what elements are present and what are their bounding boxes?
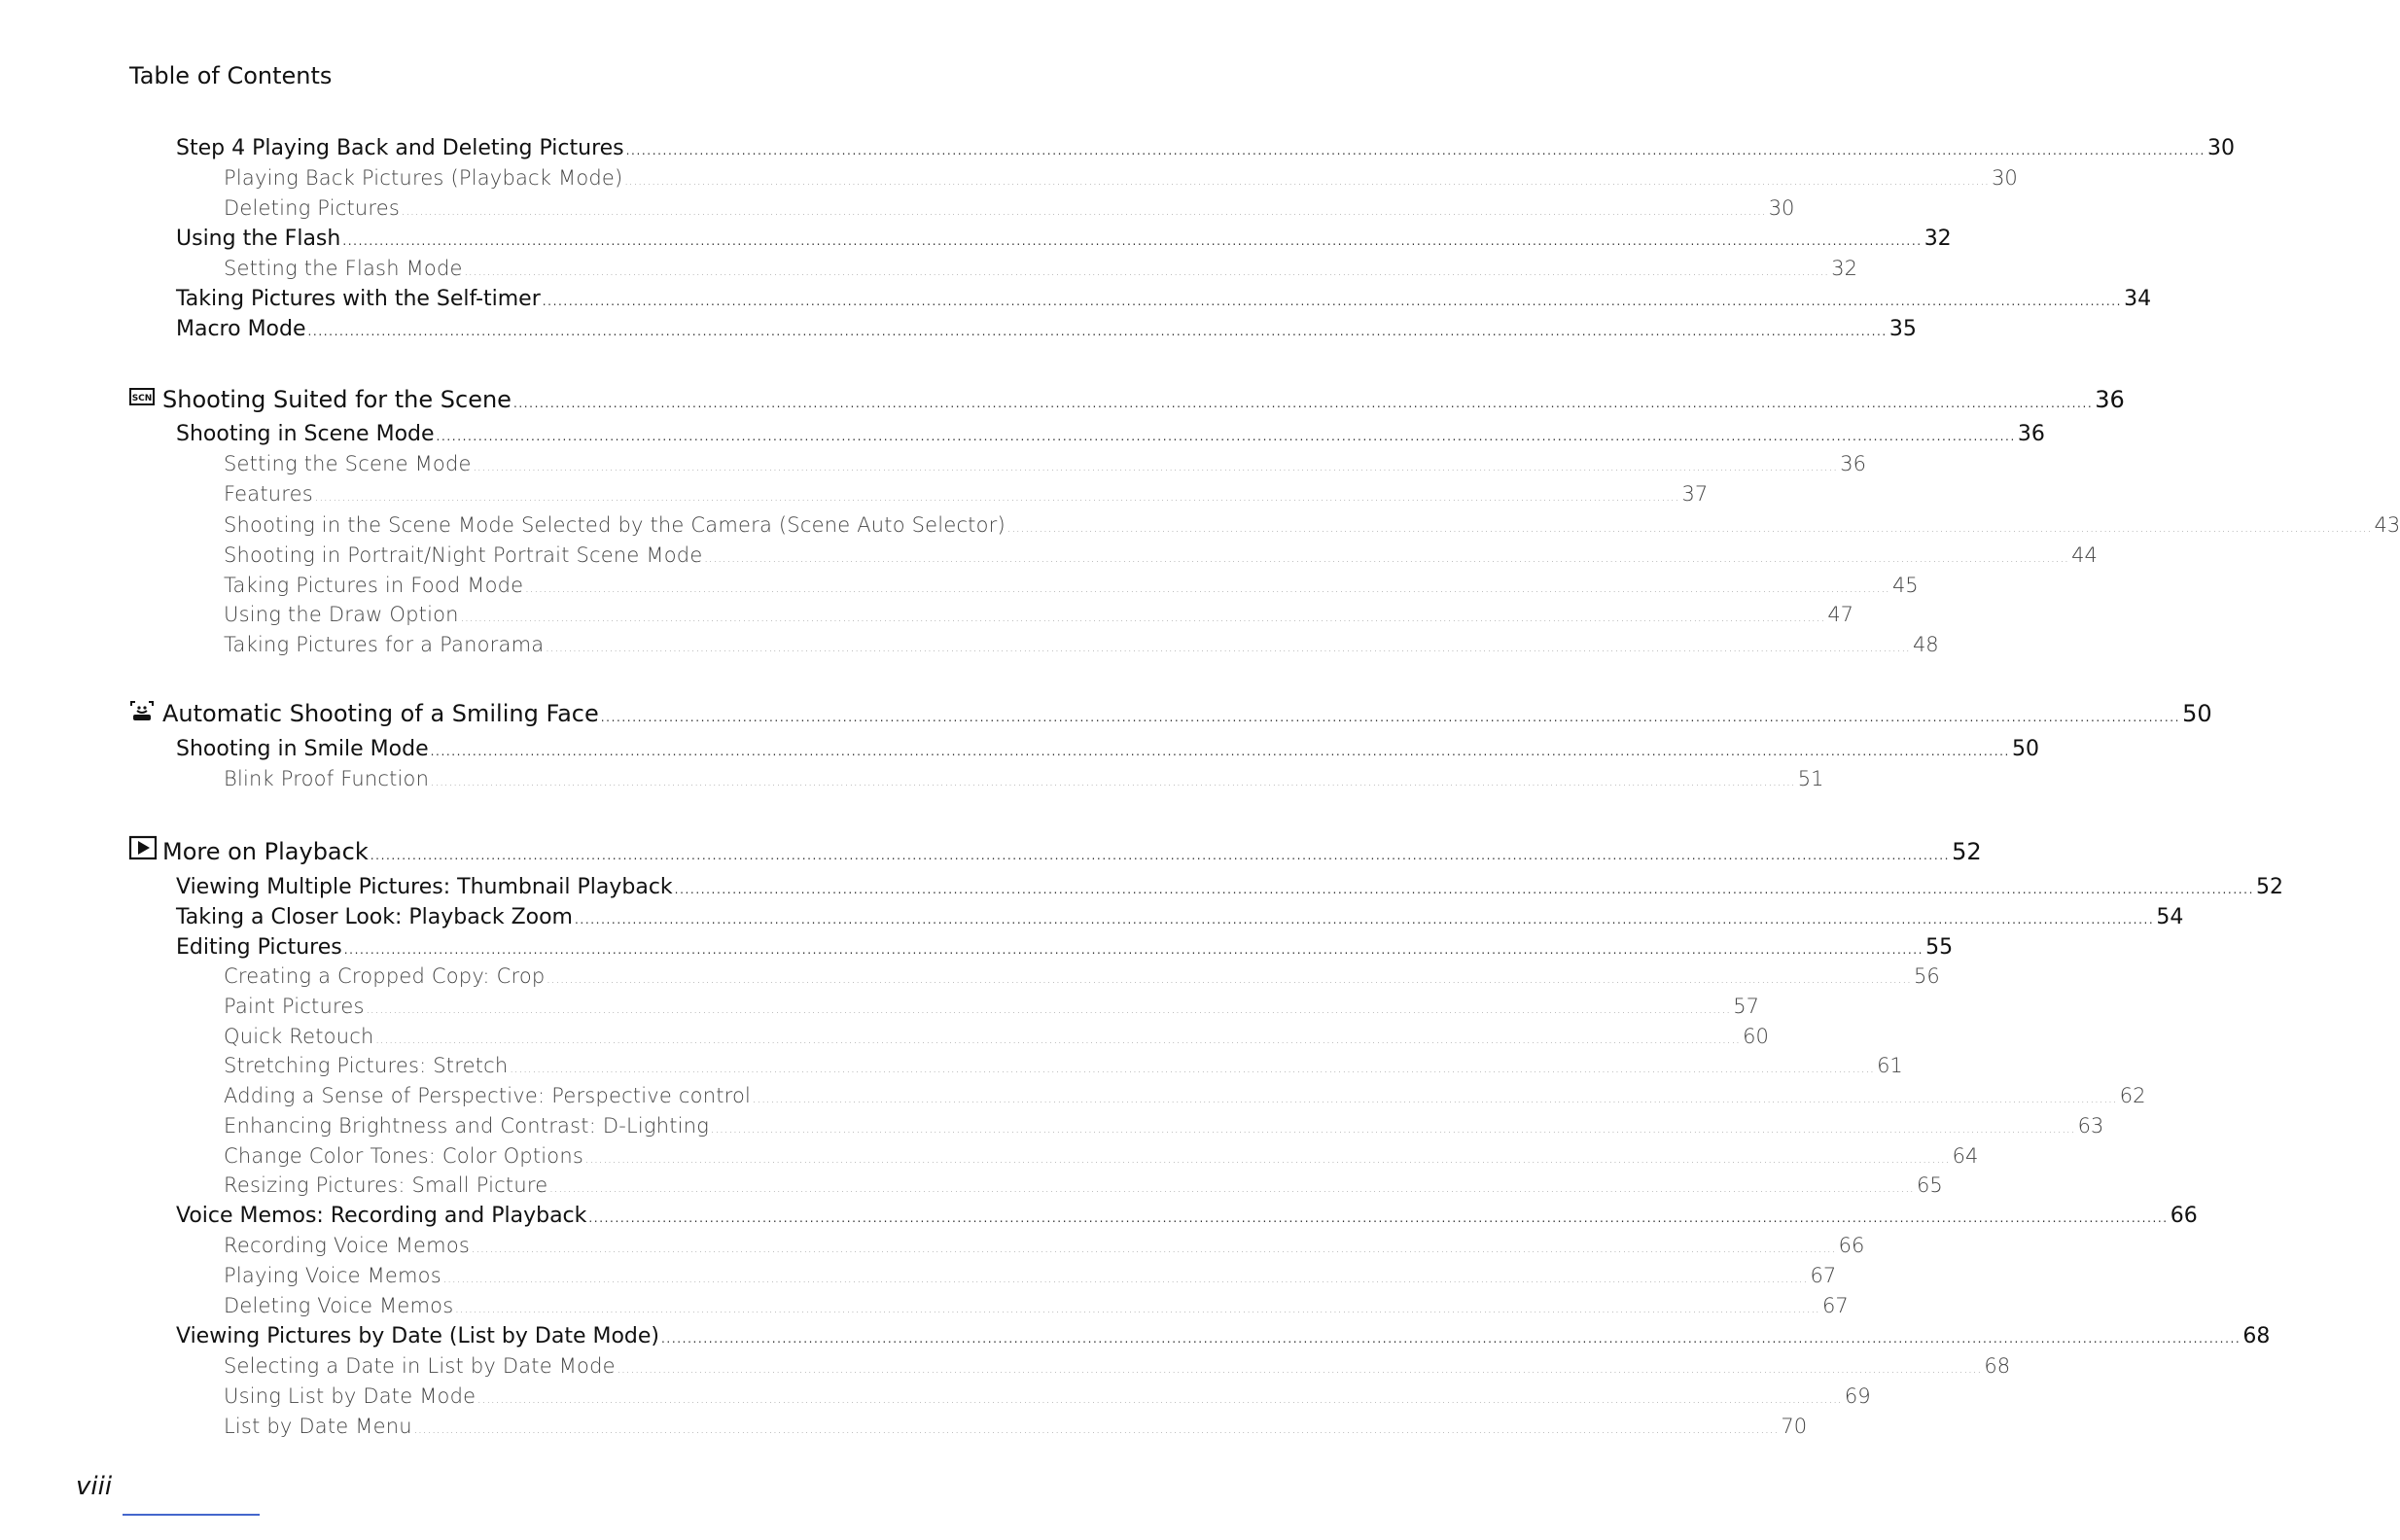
toc-entry[interactable] <box>224 1173 1943 1197</box>
dot-leader: ............................................................................................................................................................................................................................................................................................................ <box>1006 524 2373 535</box>
toc-entry-title: Playing Voice Memos <box>224 1264 441 1287</box>
toc-entry-title: Editing Pictures <box>176 935 342 960</box>
dot-leader: ............................................................................................................................................................................................................................................................................................................ <box>624 177 1991 188</box>
toc-entry-title: Viewing Pictures by Date (List by Date Mode) <box>176 1324 659 1348</box>
toc-entry[interactable] <box>224 1114 2104 1138</box>
dot-leader: ............................................................................................................................................................................................................................................................................................................ <box>442 1275 1809 1285</box>
toc-entry-page: 64 <box>1952 1144 1979 1168</box>
toc-entry-page: 36 <box>2017 422 2045 446</box>
toc-entry-page: 57 <box>1733 995 1759 1018</box>
toc-entry[interactable] <box>224 1234 1865 1257</box>
toc-entry-page: 66 <box>2170 1204 2198 1228</box>
toc-entry[interactable] <box>224 1144 1979 1168</box>
toc-entry-title: Viewing Multiple Pictures: Thumbnail Playback <box>176 875 673 899</box>
dot-leader: ............................................................................................................................................................................................................................................................................................................ <box>512 397 2094 410</box>
dot-leader: ............................................................................................................................................................................................................................................................................................................ <box>661 1332 2241 1346</box>
dot-leader: ............................................................................................................................................................................................................................................................................................................ <box>464 267 1830 278</box>
toc-entry-title: Using the Draw Option <box>224 603 459 626</box>
toc-entry[interactable] <box>224 196 1795 220</box>
toc-entry[interactable] <box>176 1204 2198 1228</box>
footer-rule <box>123 1514 260 1516</box>
dot-leader: ............................................................................................................................................................................................................................................................................................................ <box>366 1005 1732 1016</box>
toc-entry[interactable] <box>176 317 1917 341</box>
toc-entry-title: More on Playback <box>162 838 369 865</box>
toc-entry-page: 54 <box>2156 905 2184 929</box>
toc-entry-page: 70 <box>1781 1415 1808 1438</box>
toc-entry-page: 55 <box>1925 935 1954 960</box>
toc-entry[interactable] <box>129 700 2212 727</box>
toc-entry-title: Adding a Sense of Perspective: Perspective control <box>224 1084 752 1107</box>
toc-entry-page: 68 <box>1984 1354 2011 1378</box>
toc-entry-title: Playing Back Pictures (Playback Mode) <box>224 166 623 190</box>
toc-entry-page: 69 <box>1844 1384 1871 1408</box>
dot-leader: ............................................................................................................................................................................................................................................................................................................ <box>625 144 2206 158</box>
toc-entry-title: Resizing Pictures: Small Picture <box>224 1173 548 1197</box>
toc-entry-page: 66 <box>1838 1234 1865 1257</box>
toc-entry-title: Selecting a Date in List by Date Mode <box>224 1354 616 1378</box>
toc-entry[interactable] <box>224 964 1940 988</box>
playback-icon <box>129 836 155 858</box>
toc-entry-page: 45 <box>1891 574 1919 597</box>
dot-leader: ............................................................................................................................................................................................................................................................................................................ <box>314 493 1680 504</box>
dot-leader: ............................................................................................................................................................................................................................................................................................................ <box>600 711 2181 724</box>
toc-entry[interactable] <box>224 767 1824 790</box>
toc-entry-title: Taking Pictures for a Panorama <box>224 633 545 656</box>
toc-entry[interactable] <box>176 1324 2271 1348</box>
toc-entry[interactable] <box>176 875 2283 899</box>
dot-leader: ............................................................................................................................................................................................................................................................................................................ <box>473 463 1839 473</box>
toc-entry-title: Voice Memos: Recording and Playback <box>176 1204 587 1228</box>
toc-entry-page: 62 <box>2119 1084 2146 1107</box>
toc-entry[interactable] <box>224 452 1866 475</box>
toc-entry[interactable] <box>176 935 1954 960</box>
toc-entry-title: Automatic Shooting of a Smiling Face <box>162 700 599 727</box>
dot-leader: ............................................................................................................................................................................................................................................................................................................ <box>546 644 1911 654</box>
page-number: viii <box>76 1472 113 1501</box>
toc-entry-page: 56 <box>1914 964 1940 988</box>
dot-leader: ............................................................................................................................................................................................................................................................................................................ <box>704 554 2070 565</box>
smile-icon <box>129 700 155 721</box>
toc-entry-page: 63 <box>2077 1114 2104 1138</box>
toc-entry[interactable] <box>224 1025 1769 1048</box>
toc-entry[interactable] <box>224 513 2400 537</box>
toc-entry-title: Deleting Voice Memos <box>224 1294 454 1317</box>
toc-entry-title: Paint Pictures <box>224 995 365 1018</box>
toc-entry-page: 67 <box>1810 1264 1837 1287</box>
toc-entry-page: 36 <box>1840 452 1866 475</box>
toc-entry-page: 44 <box>2071 543 2098 567</box>
toc-entry-page: 47 <box>1827 603 1854 626</box>
toc-entry-title: Stretching Pictures: Stretch <box>224 1054 509 1077</box>
toc-entry-page: 60 <box>1743 1025 1769 1048</box>
toc-entry-title: Enhancing Brightness and Contrast: D-Lighting <box>224 1114 710 1138</box>
dot-leader: ............................................................................................................................................................................................................................................................................................................ <box>525 584 1890 595</box>
dot-leader: ............................................................................................................................................................................................................................................................................................................ <box>413 1425 1780 1436</box>
toc-entry-page: 52 <box>1952 838 1982 865</box>
scene-icon <box>129 386 155 407</box>
toc-entry-title: Change Color Tones: Color Options <box>224 1144 584 1168</box>
dot-leader: ............................................................................................................................................................................................................................................................................................................ <box>588 1211 2169 1225</box>
toc-entry[interactable] <box>224 1054 1903 1077</box>
toc-entry[interactable] <box>176 227 1952 251</box>
toc-entry-page: 34 <box>2124 287 2152 311</box>
toc-entry-title: Shooting in the Scene Mode Selected by the Camera (Scene Auto Selector) <box>224 513 1006 537</box>
toc-entry[interactable] <box>224 1354 2011 1378</box>
toc-entry-title: Shooting in Portrait/Night Portrait Scene Mode <box>224 543 703 567</box>
toc-entry-page: 68 <box>2242 1324 2271 1348</box>
toc-entry-title: Setting the Flash Mode <box>224 257 463 280</box>
dot-leader: ............................................................................................................................................................................................................................................................................................................ <box>370 849 1951 862</box>
dot-leader: ............................................................................................................................................................................................................................................................................................................ <box>585 1155 1951 1166</box>
toc-entry-title: Quick Retouch <box>224 1025 374 1048</box>
toc-entry-page: 30 <box>2206 136 2235 160</box>
toc-entry-page: 30 <box>1992 166 2018 190</box>
toc-entry[interactable] <box>224 995 1759 1018</box>
toc-entry[interactable] <box>224 257 1857 280</box>
dot-leader: ............................................................................................................................................................................................................................................................................................................ <box>307 325 1888 338</box>
dot-leader: ............................................................................................................................................................................................................................................................................................................ <box>575 913 2155 927</box>
toc-entry-page: 36 <box>2095 386 2125 413</box>
toc-entry-title: Setting the Scene Mode <box>224 452 472 475</box>
dot-leader: ............................................................................................................................................................................................................................................................................................................ <box>549 1184 1915 1195</box>
toc-entry-title: Deleting Pictures <box>224 196 401 220</box>
dot-leader: ............................................................................................................................................................................................................................................................................................................ <box>460 613 1826 624</box>
toc-entry-page: 50 <box>2011 737 2039 761</box>
toc-entry-page: 67 <box>1821 1294 1849 1317</box>
dot-leader: ............................................................................................................................................................................................................................................................................................................ <box>436 430 2016 443</box>
toc-entry[interactable] <box>224 543 2098 567</box>
toc-entry[interactable] <box>224 633 1939 656</box>
toc-entry-page: 51 <box>1797 767 1824 790</box>
toc-entry-title: Taking Pictures in Food Mode <box>224 574 524 597</box>
toc-entry[interactable] <box>129 836 1982 865</box>
toc-entry-title: Creating a Cropped Copy: Crop <box>224 964 546 988</box>
dot-leader: ............................................................................................................................................................................................................................................................................................................ <box>674 883 2254 896</box>
toc-entry-title: Step 4 Playing Back and Deleting Pictures <box>176 136 624 160</box>
toc-entry-title: Taking a Closer Look: Playback Zoom <box>176 905 573 929</box>
dot-leader: ............................................................................................................................................................................................................................................................................................................ <box>402 207 1767 218</box>
toc-entry-page: 65 <box>1916 1173 1943 1197</box>
toc-entry-page: 43 <box>2374 513 2400 537</box>
toc-entry[interactable] <box>176 287 2152 311</box>
toc-entry[interactable] <box>224 166 2018 190</box>
toc-entry-page: 32 <box>1924 227 1952 251</box>
dot-leader: ............................................................................................................................................................................................................................................................................................................ <box>547 975 1913 986</box>
dot-leader: ............................................................................................................................................................................................................................................................................................................ <box>711 1125 2076 1136</box>
toc-entry-page: 30 <box>1768 196 1795 220</box>
toc-entry[interactable] <box>224 1294 1849 1317</box>
dot-leader: ............................................................................................................................................................................................................................................................................................................ <box>510 1065 1876 1075</box>
toc-entry[interactable] <box>224 1384 1871 1408</box>
toc-entry-title: Using the Flash <box>176 227 341 251</box>
dot-leader: ............................................................................................................................................................................................................................................................................................................ <box>343 943 1924 957</box>
toc-entry-page: 32 <box>1831 257 1857 280</box>
toc-entry[interactable] <box>129 386 2125 413</box>
toc-entry[interactable] <box>176 905 2184 929</box>
toc-entry[interactable] <box>224 1264 1837 1287</box>
dot-leader: ............................................................................................................................................................................................................................................................................................................ <box>477 1395 1843 1406</box>
dot-leader: ............................................................................................................................................................................................................................................................................................................ <box>753 1095 2118 1105</box>
toc-entry-title: Taking Pictures with the Self-timer <box>176 287 541 311</box>
toc-entry[interactable] <box>224 603 1854 626</box>
toc-entry-title: Blink Proof Function <box>224 767 430 790</box>
toc-entry-title: List by Date Menu <box>224 1415 412 1438</box>
dot-leader: ............................................................................................................................................................................................................................................................................................................ <box>375 1035 1742 1046</box>
svg-text:SCN: SCN <box>131 394 153 403</box>
toc-entry-page: 37 <box>1681 482 1709 506</box>
toc-entry[interactable] <box>224 574 1919 597</box>
toc-entry[interactable] <box>176 737 2039 761</box>
toc-entry-title: Using List by Date Mode <box>224 1384 476 1408</box>
dot-leader: ............................................................................................................................................................................................................................................................................................................ <box>430 745 2010 758</box>
toc-entry-page: 50 <box>2182 700 2212 727</box>
dot-leader: ............................................................................................................................................................................................................................................................................................................ <box>617 1365 1983 1376</box>
toc-entry[interactable] <box>176 136 2235 160</box>
toc-entry-title: Recording Voice Memos <box>224 1234 471 1257</box>
dot-leader: ............................................................................................................................................................................................................................................................................................................ <box>342 234 1923 248</box>
toc-entry-title: Shooting Suited for the Scene <box>162 386 512 413</box>
toc-entry[interactable] <box>224 482 1709 506</box>
toc-entry-page: 35 <box>1888 317 1917 341</box>
toc-entry-title: Shooting in Scene Mode <box>176 422 435 446</box>
page-title: Table of Contents <box>129 62 333 89</box>
toc-entry-page: 48 <box>1912 633 1939 656</box>
toc-entry-title: Macro Mode <box>176 317 306 341</box>
toc-entry-page: 61 <box>1877 1054 1903 1077</box>
toc-entry-title: Shooting in Smile Mode <box>176 737 429 761</box>
toc-entry[interactable] <box>176 422 2045 446</box>
dot-leader: ............................................................................................................................................................................................................................................................................................................ <box>472 1244 1837 1255</box>
toc-entry-title: Features <box>224 482 313 506</box>
toc-entry[interactable] <box>224 1415 1808 1438</box>
dot-leader: ............................................................................................................................................................................................................................................................................................................ <box>431 778 1796 788</box>
dot-leader: ............................................................................................................................................................................................................................................................................................................ <box>455 1305 1820 1315</box>
dot-leader: ............................................................................................................................................................................................................................................................................................................ <box>542 295 2123 308</box>
toc-entry-page: 52 <box>2256 875 2283 899</box>
toc-entry[interactable] <box>224 1084 2146 1107</box>
